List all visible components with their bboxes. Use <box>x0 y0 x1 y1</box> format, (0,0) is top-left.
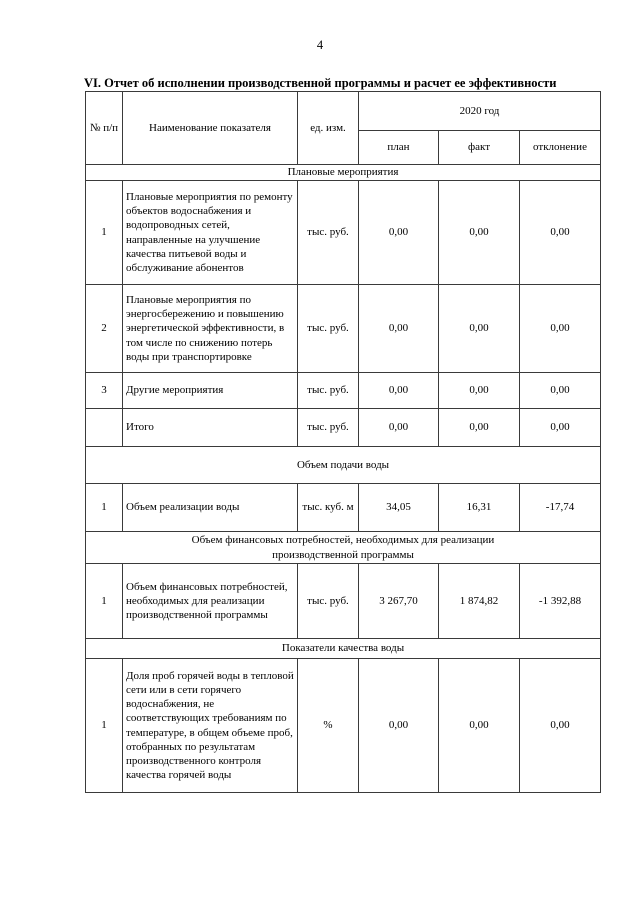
row-num <box>86 409 123 447</box>
row-plan: 0,00 <box>359 285 439 373</box>
row-deviation: -17,74 <box>520 484 601 532</box>
row-name: Итого <box>123 409 298 447</box>
row-plan: 0,00 <box>359 373 439 409</box>
table-row <box>86 181 601 285</box>
row-deviation: 0,00 <box>520 285 601 373</box>
row-fact: 0,00 <box>439 285 520 373</box>
header-year: 2020 год <box>359 92 601 131</box>
row-unit: % <box>298 659 359 793</box>
row-name: Объем финансовых потребностей, необходимых для реализации производственной программы <box>123 564 298 639</box>
row-fact: 0,00 <box>439 181 520 285</box>
report-table <box>85 91 601 793</box>
row-fact: 16,31 <box>439 484 520 532</box>
header-num: № п/п <box>86 92 123 165</box>
row-num: 2 <box>86 285 123 373</box>
row-name: Плановые мероприятия по ремонту объектов водоснабжения и водопроводных сетей, направленные на улучшение качества питьевой воды и обслуживание абонентов <box>123 181 298 285</box>
row-plan: 34,05 <box>359 484 439 532</box>
row-deviation: 0,00 <box>520 373 601 409</box>
row-deviation: -1 392,88 <box>520 564 601 639</box>
row-fact: 0,00 <box>439 409 520 447</box>
row-num: 1 <box>86 484 123 532</box>
row-unit: тыс. руб. <box>298 181 359 285</box>
row-name: Другие мероприятия <box>123 373 298 409</box>
header-name: Наименование показателя <box>123 92 298 165</box>
row-unit: тыс. руб. <box>298 373 359 409</box>
row-plan: 3 267,70 <box>359 564 439 639</box>
row-unit: тыс. куб. м <box>298 484 359 532</box>
table-row <box>86 373 601 409</box>
row-plan: 0,00 <box>359 181 439 285</box>
row-name: Объем реализации воды <box>123 484 298 532</box>
section-title: Объем подачи воды <box>86 447 601 484</box>
page-number: 4 <box>316 38 324 52</box>
table-row <box>86 285 601 373</box>
report-title: VI. Отчет об исполнении производственной программы и расчет ее эффективности <box>84 76 557 90</box>
row-plan: 0,00 <box>359 659 439 793</box>
row-num: 1 <box>86 181 123 285</box>
row-fact: 1 874,82 <box>439 564 520 639</box>
row-unit: тыс. руб. <box>298 564 359 639</box>
header-unit: ед. изм. <box>298 92 359 165</box>
section-title: Плановые мероприятия <box>86 165 601 181</box>
row-plan: 0,00 <box>359 409 439 447</box>
header-fact: факт <box>439 131 520 165</box>
header-plan: план <box>359 131 439 165</box>
header-deviation: отклонение <box>520 131 601 165</box>
table-row <box>86 564 601 639</box>
row-fact: 0,00 <box>439 659 520 793</box>
row-num: 3 <box>86 373 123 409</box>
row-name: Доля проб горячей воды в тепловой сети или в сети горячего водоснабжения, не соответствующих требованиям по температуре, в общем объеме проб, отобранных по результатам производственного контроля качества горячей воды <box>123 659 298 793</box>
row-deviation: 0,00 <box>520 181 601 285</box>
row-fact: 0,00 <box>439 373 520 409</box>
row-deviation: 0,00 <box>520 659 601 793</box>
row-unit: тыс. руб. <box>298 409 359 447</box>
table-row-total <box>86 409 601 447</box>
row-unit: тыс. руб. <box>298 285 359 373</box>
table-row <box>86 484 601 532</box>
section-title: Объем финансовых потребностей, необходимых для реализации производственной программы <box>86 532 601 564</box>
row-deviation: 0,00 <box>520 409 601 447</box>
row-name: Плановые мероприятия по энергосбережению и повышению энергетической эффективности, в том числе по снижению потерь воды при транспортировке <box>123 285 298 373</box>
row-num: 1 <box>86 564 123 639</box>
section-title: Показатели качества воды <box>86 639 601 659</box>
table-row <box>86 659 601 793</box>
row-num: 1 <box>86 659 123 793</box>
